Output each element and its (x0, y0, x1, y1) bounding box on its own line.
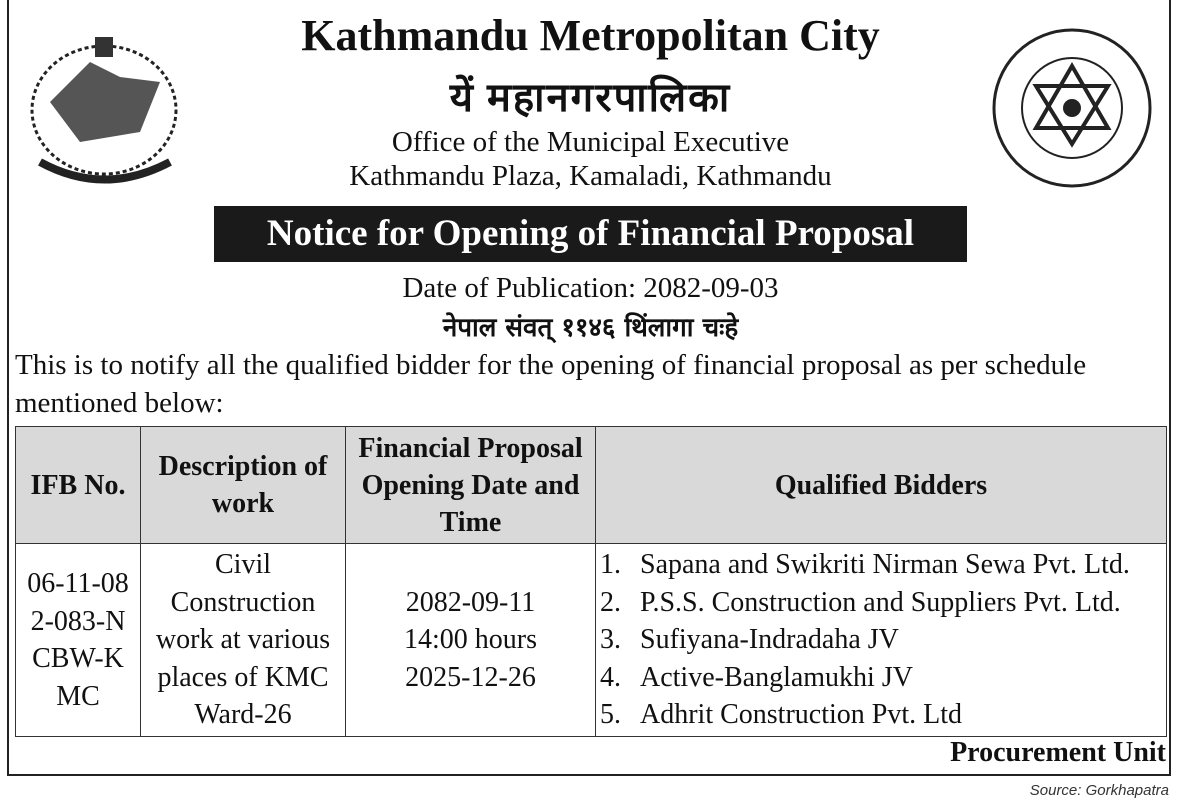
list-item (600, 546, 1165, 584)
list-item (600, 621, 1165, 659)
office-address: Kathmandu Plaza, Kamaladi, Kathmandu (349, 160, 832, 192)
bidder-name: Active-Banglamukhi JV (640, 661, 913, 693)
table-row (16, 544, 1167, 737)
bidder-name: Sufiyana-Indradaha JV (640, 624, 899, 656)
date-ad: 2025-12-26 (405, 661, 536, 693)
time: 14:00 hours (404, 624, 537, 656)
list-item (600, 696, 1165, 734)
opening-datetime (346, 544, 596, 737)
publication-date: Date of Publication: 2082-09-03 (402, 272, 779, 304)
schedule-table (15, 426, 1167, 737)
bidder-name: Sapana and Swikriti Nirman Sewa Pvt. Ltd. (640, 549, 1130, 581)
notice-title: Notice for Opening of Financial Proposal (214, 206, 967, 262)
header-bidders: Qualified Bidders (596, 427, 1167, 544)
ifb-number: 06-11-082-083-NCBW-KMC (16, 544, 141, 737)
intro-text: This is to notify all the qualified bidder for the opening of financial proposal as per schedule mentioned below: (15, 349, 1087, 419)
table-header-row (16, 427, 1167, 544)
work-description: Civil Construction work at various places of KMC Ward-26 (141, 544, 346, 737)
nepal-samvat-date: नेपाल संवत् ११४६ थिंलागा चःहे (442, 313, 739, 343)
header-ifb: IFB No. (16, 427, 141, 544)
bidders-list (596, 544, 1167, 737)
bidder-name: Adhrit Construction Pvt. Ltd (640, 699, 962, 731)
bidder-name: P.S.S. Construction and Suppliers Pvt. Ltd. (640, 586, 1121, 618)
date-bs: 2082-09-11 (405, 586, 536, 618)
header-description: Description of work (141, 427, 346, 544)
source-credit: Source: Gorkhapatra (1029, 782, 1169, 799)
header-opening-date: Financial Proposal Opening Date and Time (346, 427, 596, 544)
list-item (600, 584, 1165, 622)
list-item (600, 659, 1165, 697)
bidder-number: 3. (600, 624, 621, 656)
signature-unit: Procurement Unit (950, 737, 1166, 768)
office-name: Office of the Municipal Executive (391, 126, 790, 158)
city-title: Kathmandu Metropolitan City (301, 11, 880, 60)
bidder-number: 5. (600, 699, 621, 731)
bidder-number: 1. (600, 549, 621, 581)
bidder-number: 2. (600, 586, 621, 618)
newari-title: यें महानगरपालिका (449, 75, 732, 120)
bidder-number: 4. (600, 661, 621, 693)
